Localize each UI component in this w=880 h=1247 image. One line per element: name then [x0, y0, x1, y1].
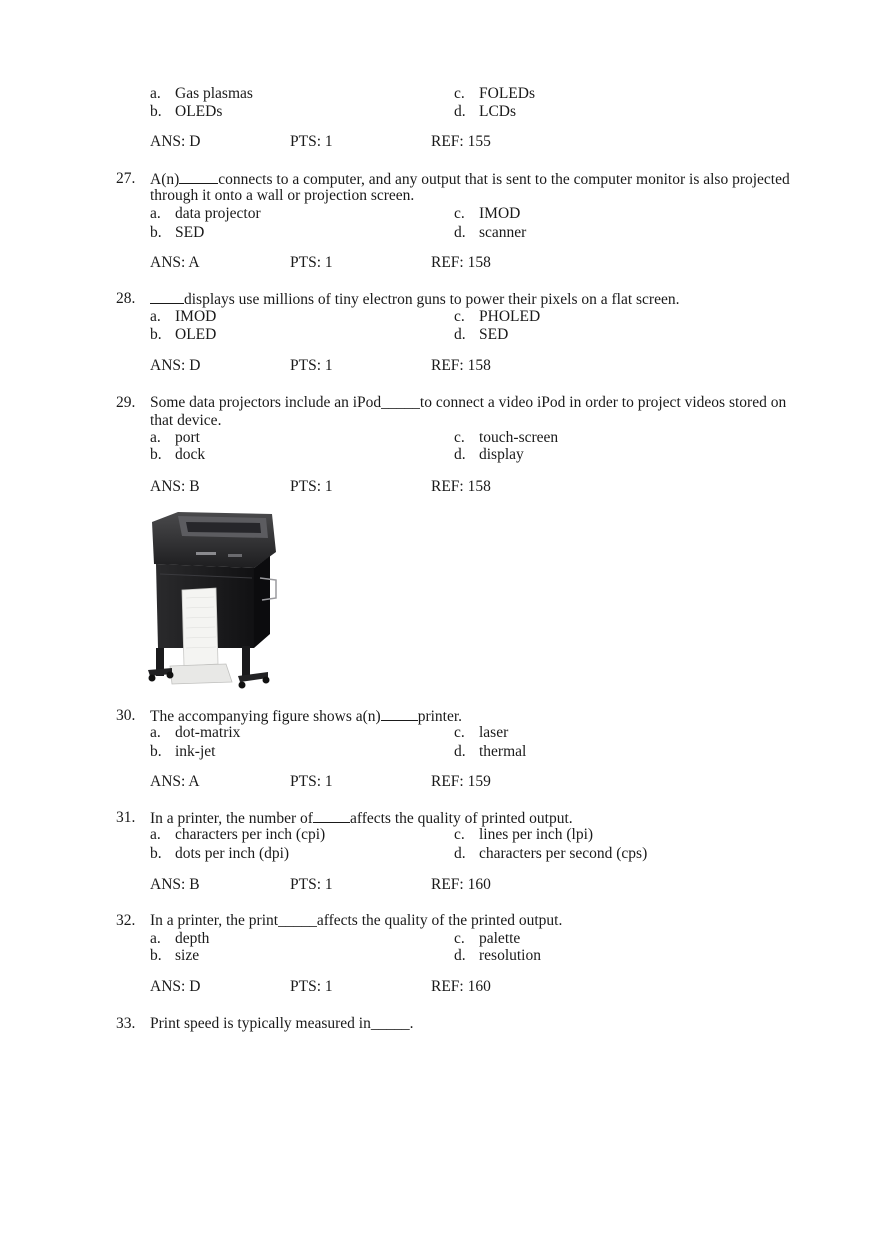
option-a: a. characters per inch (cpi) — [150, 826, 326, 843]
option-b: b. size — [150, 947, 200, 964]
question-number: 29. — [116, 394, 136, 411]
option-a: a. dot-matrix — [150, 724, 241, 741]
question-stem: Print speed is typically measured in_____. — [150, 1015, 414, 1032]
question-number: 30. — [116, 707, 136, 724]
question-stem: In a printer, the number of affects the quality of printed output. — [150, 810, 573, 827]
option-a: a. port — [150, 429, 200, 446]
answer-blank — [150, 290, 184, 304]
option-a: a. IMOD — [150, 308, 217, 325]
option-c: c. FOLEDs — [454, 85, 535, 102]
question-stem: In a printer, the print_____affects the quality of the printed output. — [150, 912, 563, 929]
option-b: b. ink-jet — [150, 743, 216, 760]
answer-key: ANS: D — [150, 133, 201, 150]
answer-key: ANS: D — [150, 357, 201, 374]
reference: REF: 158 — [431, 357, 491, 374]
answer-key: ANS: B — [150, 478, 200, 495]
option-d: d. display — [454, 446, 524, 463]
option-a: a. Gas plasmas — [150, 85, 253, 102]
option-d: d. SED — [454, 326, 509, 343]
reference: REF: 158 — [431, 478, 491, 495]
answer-key: ANS: A — [150, 254, 200, 271]
reference: REF: 160 — [431, 978, 491, 995]
question-stem-line-2: through it onto a wall or projection screen. — [150, 187, 415, 204]
question-stem: Some data projectors include an iPod_____to connect a video iPod in order to project videos stored on — [150, 394, 787, 411]
option-a: a. depth — [150, 930, 210, 947]
question-number: 27. — [116, 170, 136, 187]
option-b: b. dock — [150, 446, 206, 463]
dot-matrix-printer-figure — [142, 508, 282, 693]
answer-key: ANS: A — [150, 773, 200, 790]
answer-blank — [381, 707, 418, 721]
option-b: b. OLED — [150, 326, 217, 343]
reference: REF: 158 — [431, 254, 491, 271]
points: PTS: 1 — [290, 876, 333, 893]
answer-key: ANS: B — [150, 876, 200, 893]
option-c: c. laser — [454, 724, 509, 741]
question-number: 32. — [116, 912, 136, 929]
points: PTS: 1 — [290, 133, 333, 150]
option-d: d. thermal — [454, 743, 527, 760]
option-c: c. lines per inch (lpi) — [454, 826, 594, 843]
question-stem: displays use millions of tiny electron guns to power their pixels on a flat screen. — [150, 290, 805, 309]
points: PTS: 1 — [290, 773, 333, 790]
option-b: b. dots per inch (dpi) — [150, 845, 290, 862]
option-b: b. OLEDs — [150, 103, 223, 120]
reference: REF: 160 — [431, 876, 491, 893]
points: PTS: 1 — [290, 478, 333, 495]
option-d: d. LCDs — [454, 103, 517, 120]
question-stem: The accompanying figure shows a(n) printer. — [150, 708, 463, 725]
option-b: b. SED — [150, 224, 205, 241]
answer-blank — [313, 809, 350, 823]
question-number: 33. — [116, 1015, 136, 1032]
printer-illustration — [142, 508, 282, 693]
answer-key: ANS: D — [150, 978, 201, 995]
question-stem: A(n) connects to a computer, and any output that is sent to the computer monitor is also projected — [150, 171, 790, 188]
option-d: d. resolution — [454, 947, 541, 964]
points: PTS: 1 — [290, 254, 333, 271]
option-c: c. touch-screen — [454, 429, 559, 446]
points: PTS: 1 — [290, 357, 333, 374]
question-number: 28. — [116, 290, 136, 307]
reference: REF: 155 — [431, 133, 491, 150]
option-c: c. PHOLED — [454, 308, 541, 325]
option-c: c. IMOD — [454, 205, 521, 222]
reference: REF: 159 — [431, 773, 491, 790]
option-d: d. scanner — [454, 224, 527, 241]
option-a: a. data projector — [150, 205, 261, 222]
answer-blank — [179, 170, 218, 184]
question-number: 31. — [116, 809, 136, 826]
option-d: d. characters per second (cps) — [454, 845, 648, 862]
option-c: c. palette — [454, 930, 521, 947]
question-stem-line-2: that device. — [150, 412, 222, 429]
points: PTS: 1 — [290, 978, 333, 995]
